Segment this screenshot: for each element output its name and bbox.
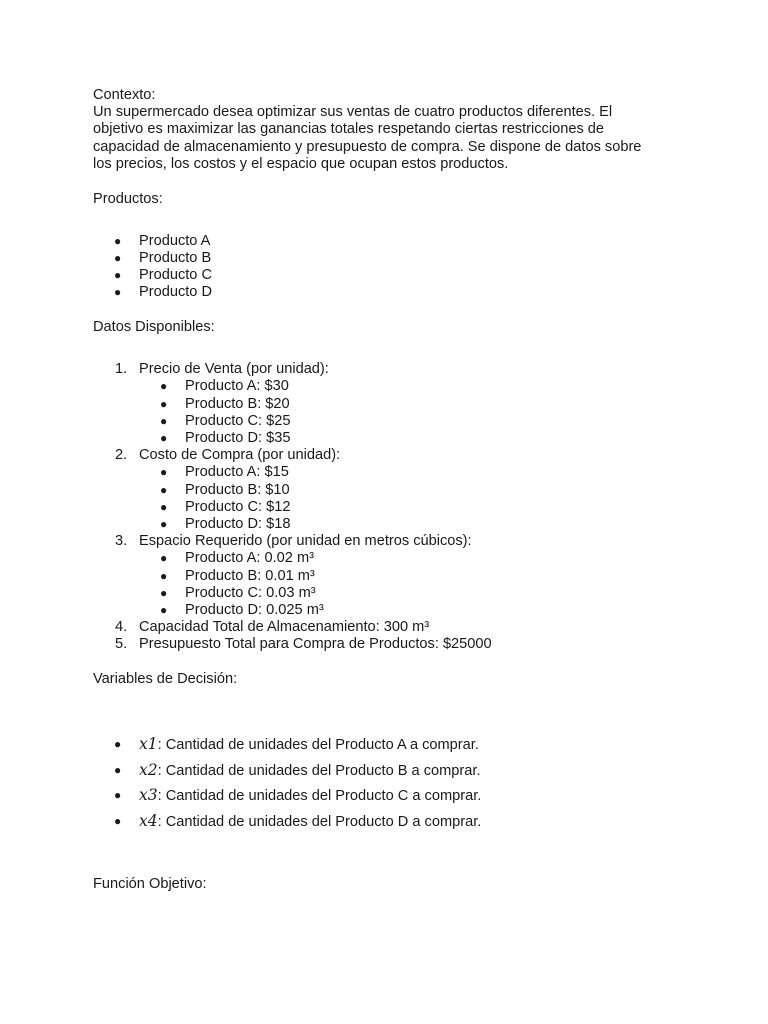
variable-item: [93, 809, 693, 835]
context-line: Un supermercado desea optimizar sus ventas de cuatro productos diferentes. El: [93, 104, 613, 121]
variable-description: : Cantidad de unidades del Producto A a comprar.: [157, 737, 479, 754]
item-label: Presupuesto Total para Compra de Productos: $25000: [139, 636, 492, 653]
list-item: ● Producto D: 0.025 m³: [139, 602, 693, 619]
list-item: ● Producto A: $15: [139, 464, 693, 481]
products-section: [93, 191, 693, 302]
products-heading: Productos:: [93, 190, 163, 207]
objective-section: [93, 876, 693, 893]
list-item: ● Producto B: [93, 250, 693, 267]
list-item: ● Producto D: $35: [139, 430, 693, 447]
variable-description: : Cantidad de unidades del Producto C a comprar.: [157, 788, 482, 805]
sub-list: [139, 378, 693, 447]
list-item: ● Producto B: $20: [139, 396, 693, 413]
variable-description: : Cantidad de unidades del Producto D a comprar.: [157, 813, 482, 830]
list-item: ● Producto D: $18: [139, 516, 693, 533]
item-number: 4.: [115, 619, 128, 636]
context-line: capacidad de almacenamiento y presupuesto de compra. Se dispone de datos sobre: [93, 138, 642, 155]
data-item-price: [93, 361, 693, 447]
item-number: 2.: [115, 447, 128, 464]
variables-heading: Variables de Decisión:: [93, 671, 238, 688]
context-line: los precios, los costos y el espacio que ocupan estos productos.: [93, 155, 509, 172]
variables-section: [93, 671, 693, 834]
variables-list: [93, 732, 693, 834]
item-label: Costo de Compra (por unidad):: [139, 447, 341, 464]
variable-symbol: x4: [139, 811, 158, 830]
data-list: [93, 361, 693, 653]
list-item: ● Producto C: [93, 267, 693, 284]
data-section: [93, 319, 693, 654]
sub-list: [139, 550, 693, 619]
list-item: ● Producto D: [93, 284, 693, 301]
objective-heading: Función Objetivo:: [93, 876, 207, 893]
item-label: Capacidad Total de Almacenamiento: 300 m³: [139, 619, 430, 636]
item-label: Espacio Requerido (por unidad en metros cúbicos):: [139, 533, 472, 550]
data-item-space: [93, 533, 693, 619]
data-heading: Datos Disponibles:: [93, 319, 215, 336]
item-number: 1.: [115, 361, 128, 378]
variable-symbol: x1: [139, 735, 158, 754]
variable-description: : Cantidad de unidades del Producto B a comprar.: [157, 762, 481, 779]
context-line: objetivo es maximizar las ganancias totales respetando ciertas restricciones de: [93, 121, 605, 138]
data-item-capacity: [93, 619, 693, 636]
item-label: Precio de Venta (por unidad):: [139, 361, 329, 378]
variable-item: [93, 758, 693, 784]
list-item: ● Producto B: 0.01 m³: [139, 568, 693, 585]
list-item: ● Producto A: 0.02 m³: [139, 550, 693, 567]
list-item: ● Producto A: $30: [139, 378, 693, 395]
list-item: ● Producto B: $10: [139, 482, 693, 499]
list-item: ● Producto C: 0.03 m³: [139, 585, 693, 602]
data-item-cost: [93, 447, 693, 533]
item-number: 3.: [115, 533, 128, 550]
item-number: 5.: [115, 636, 128, 653]
products-list: [93, 233, 693, 302]
context-section: [93, 87, 693, 173]
variable-item: [93, 732, 693, 758]
list-item: ● Producto C: $25: [139, 413, 693, 430]
list-item: ● Producto C: $12: [139, 499, 693, 516]
variable-symbol: x3: [139, 786, 158, 805]
variable-symbol: x2: [139, 760, 158, 779]
list-item: ● Producto A: [93, 233, 693, 250]
data-item-budget: [93, 636, 693, 653]
document-page: [93, 87, 693, 894]
context-heading: Contexto:: [93, 87, 156, 103]
variable-item: [93, 783, 693, 809]
sub-list: [139, 464, 693, 533]
